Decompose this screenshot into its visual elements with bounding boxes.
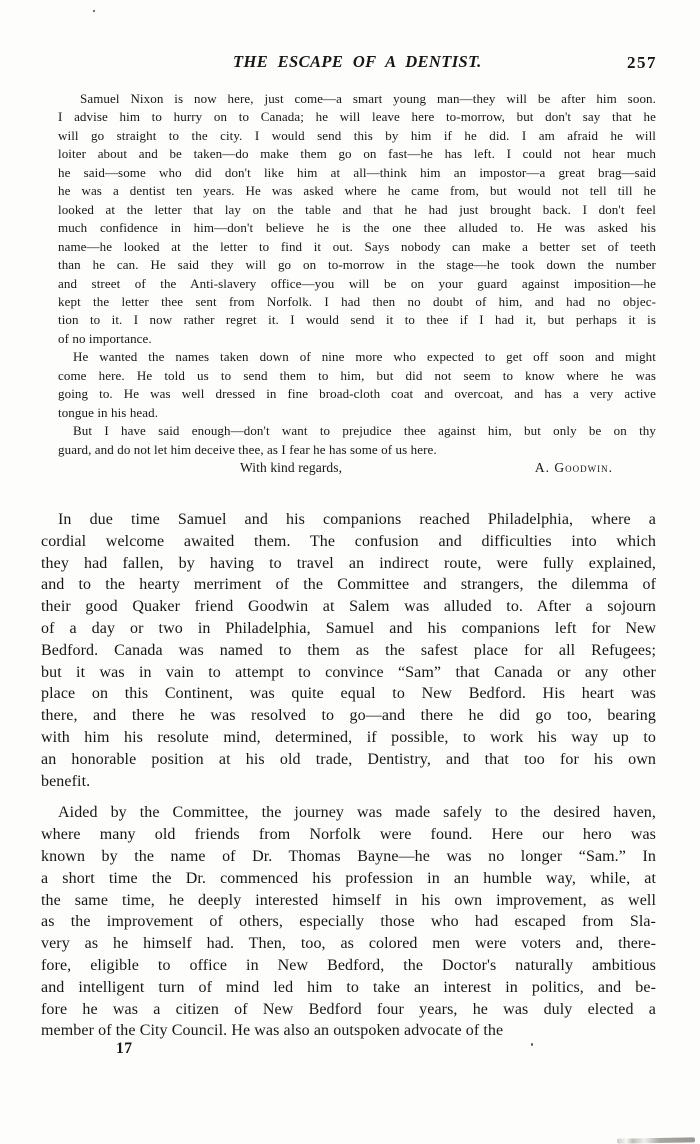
scan-speck-bottom <box>531 1043 533 1046</box>
text-line: will go straight to the city. I would send this by him if he did. I am afraid he will <box>58 127 656 143</box>
text-line: place on this Continent, was quite equal to New Bedford. His heart was <box>41 685 656 703</box>
text-line: tongue in his head. <box>58 404 159 420</box>
text-line: of a day or two in Philadelphia, Samuel and his companions left for New <box>41 619 656 637</box>
text-line: he said—some who did don't like him at all—think him an impostor—a great brag—said <box>58 164 656 180</box>
text-line: an honorable position at his old trade, Dentistry, and that too for his own <box>41 750 656 768</box>
text-line: I advise him to hurry on to Canada; he will leave here to-morrow, but don't say that he <box>58 109 656 125</box>
text-line: He wanted the names taken down of nine more who expected to get off soon and might <box>73 349 656 365</box>
text-line: Samuel Nixon is now here, just come—a smart young man—they will be after him soon. <box>80 91 656 106</box>
text-line: the same time, he deeply interested himself in his own improvement, as well <box>41 891 656 909</box>
letter-closing <box>58 459 656 477</box>
text-line: and intelligent turn of mind led him to take an interest in politics, and be- <box>41 978 656 996</box>
text-line: known by the name of Dr. Thomas Bayne—he was no longer “Sam.” In <box>41 847 656 865</box>
scan-speck-top <box>93 10 95 12</box>
text-line: and to the hearty merriment of the Committee and strangers, the dilemma of <box>41 576 656 594</box>
text-line: of no importance. <box>58 330 152 346</box>
text-line: going to. He was well dressed in fine broad-cloth coat and overcoat, and has a very active <box>58 386 656 402</box>
text-line: they had fallen, by having to travel an indirect route, were fully explained, <box>41 554 656 572</box>
text-line: But I have said enough—don't want to prejudice thee against him, but only be on thy <box>73 423 656 439</box>
text-line: come here. He told us to send them to him, but did not seem to know where he was <box>58 367 656 383</box>
text-line: fore he was a citizen of New Bedford four years, he was duly elected a <box>41 1000 656 1018</box>
text-line: In due time Samuel and his companions reached Philadelphia, where a <box>58 511 656 528</box>
text-line: looked at the letter that lay on the table and that he had just brought back. I don't feel <box>58 201 656 217</box>
paragraph <box>58 348 656 422</box>
text-line: their good Quaker friend Goodwin at Salem was alluded to. After a sojourn <box>41 598 656 616</box>
scan-smudge <box>617 1137 695 1143</box>
text-line: where many old friends from Norfolk were found. Here our hero was <box>41 826 656 844</box>
text-line: tion to it. I now rather regret it. I would send it to thee if I had it, but perhaps it is <box>58 312 656 328</box>
letter-excerpt <box>58 90 656 478</box>
paragraph <box>41 509 656 792</box>
text-line: kept the letter thee sent from Norfolk. I had then no doubt of him, and had no objec- <box>58 293 656 309</box>
printer-signature-mark: 17 <box>116 1040 133 1057</box>
text-line: with him his resolute mind, determined, if possible, to work his way up to <box>41 728 656 746</box>
text-line: there, and there he was resolved to go—and there he did go too, bearing <box>41 707 656 725</box>
text-line: as the improvement of others, especially those who had escaped from Sla- <box>41 913 656 931</box>
letter-regards: With kind regards, <box>240 460 343 476</box>
text-line: Bedford. Canada was named to them as the safest place for all Refugees; <box>41 641 656 659</box>
text-line: Aided by the Committee, the journey was made safely to the desired haven, <box>58 804 656 822</box>
text-line: much confidence in him—don't believe he is the one thee alluded to. He was asked his <box>58 220 656 236</box>
letter-paragraphs <box>58 90 656 459</box>
main-narrative <box>41 509 656 1042</box>
text-line: cordial welcome awaited them. The confusion and difficulties into which <box>41 532 656 550</box>
text-line: he was a dentist ten years. He was asked where he came from, but would not tell till he <box>58 183 656 199</box>
paragraph <box>41 802 656 1042</box>
paragraph <box>58 422 656 459</box>
text-line: name—he looked at the letter to find it out. Says nobody can make a better set of teeth <box>58 238 656 254</box>
text-line: but it was in vain to attempt to convince “Sam” that Canada or any other <box>41 663 656 681</box>
paragraph <box>58 90 656 348</box>
text-line: guard, and do not let him deceive thee, as I fear he has some of us here. <box>58 441 437 457</box>
page-number: 257 <box>627 53 657 72</box>
text-line: fore, eligible to office in New Bedford, the Doctor's naturally ambitious <box>41 956 656 974</box>
text-line: very as he himself had. Then, too, as colored men were voters and, there- <box>41 935 656 953</box>
text-line: and street of the Anti-slavery office—you will be on your guard against imposition—he <box>58 275 656 291</box>
text-line: a short time the Dr. commenced his profession in an humble way, while, at <box>41 869 656 887</box>
text-line: than he can. He said they will go on to-morrow in the stage—he took down the number <box>58 257 656 273</box>
text-line: benefit. <box>41 772 91 790</box>
text-line: member of the City Council. He was also an outspoken advocate of the <box>41 1022 504 1040</box>
running-title: THE ESCAPE OF A DENTIST. <box>233 52 482 71</box>
text-line: loiter about and be taken—do make them go on fast—he has left. I could not hear much <box>58 146 656 162</box>
letter-signature: A. Goodwin. <box>534 460 613 476</box>
